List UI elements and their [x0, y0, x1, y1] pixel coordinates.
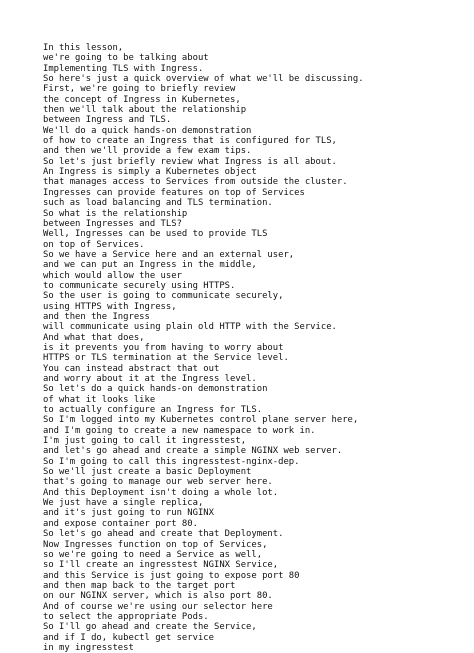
- transcript-line: So I'll go ahead and create the Service,: [43, 622, 257, 633]
- transcript-line: So what is the relationship: [43, 208, 188, 219]
- transcript-line: And this Deployment isn't doing a whole lot.: [43, 487, 279, 498]
- transcript-line: of how to create an Ingress that is configured for TLS,: [43, 136, 337, 147]
- transcript-line: So let's do a quick hands-on demonstration: [43, 384, 268, 395]
- transcript-line: So the user is going to communicate securely,: [43, 291, 284, 302]
- transcript-line: And of course we're using our selector here: [43, 601, 273, 612]
- transcript-line: So let's just briefly review what Ingress is all about.: [43, 156, 337, 167]
- transcript-line: so I'll create an ingresstest NGINX Service,: [43, 560, 279, 571]
- transcript-line: will communicate using plain old HTTP with the Service.: [43, 322, 337, 333]
- transcript-line: and expose container port 80.: [43, 518, 198, 529]
- transcript-line: So here's just a quick overview of what we'll be discussing.: [43, 74, 364, 85]
- transcript-line: and worry about it at the Ingress level.: [43, 374, 257, 384]
- transcript-line: and we can put an Ingress in the middle,: [43, 260, 257, 271]
- transcript-line: So we have a Service here and an external user,: [43, 249, 295, 260]
- transcript-line: which would allow the user: [43, 270, 182, 281]
- transcript-line: so we're going to need a Service as well,: [43, 549, 263, 560]
- transcript-line: So we'll just create a basic Deployment: [43, 467, 252, 478]
- transcript-line: and let's go ahead and create a simple NGINX web server.: [43, 446, 343, 457]
- transcript-line: between Ingress and TLS.: [43, 115, 172, 126]
- transcript-line: First, we're going to briefly review: [43, 84, 236, 95]
- transcript-line: Now Ingresses function on top of Services,: [43, 539, 268, 550]
- transcript-line: and this Service is just going to expose port 80: [43, 570, 300, 581]
- transcript-line: such as load balancing and TLS termination.: [43, 198, 273, 209]
- transcript-line: We'll do a quick hands-on demonstration: [43, 125, 252, 136]
- transcript-line: I'm just going to call it ingresstest,: [43, 436, 247, 447]
- transcript-line: and then the Ingress: [43, 311, 150, 322]
- transcript-line: So I'm logged into my Kubernetes control plane server here,: [43, 415, 359, 426]
- transcript-line: And what that does,: [43, 332, 145, 343]
- transcript-line: the concept of Ingress in Kubernetes,: [43, 94, 241, 105]
- transcript-line: We just have a single replica,: [43, 498, 204, 509]
- transcript-line: and then we'll provide a few exam tips.: [43, 146, 252, 157]
- transcript-line: and if I do, kubectl get service: [43, 632, 214, 643]
- transcript-line: that's going to manage our web server here.: [43, 477, 273, 488]
- transcript-line: using HTTPS with Ingress,: [43, 301, 177, 312]
- transcript-line: and I'm going to create a new namespace to work in.: [43, 425, 316, 436]
- transcript-line: then we'll talk about the relationship: [43, 105, 247, 116]
- transcript-line: between Ingresses and TLS?: [43, 218, 182, 229]
- transcript-line: So let's go ahead and create that Deployment.: [43, 529, 284, 540]
- transcript-line: Implementing TLS with Ingress.: [43, 63, 204, 74]
- transcript-line: In this lesson,: [43, 43, 124, 53]
- transcript-line: we're going to be talking about: [43, 53, 209, 64]
- transcript-line: to communicate securely using HTTPS.: [43, 280, 236, 291]
- transcript-line: HTTPS or TLS termination at the Service level.: [43, 353, 289, 364]
- transcript-line: Well, Ingresses can be used to provide TLS: [43, 229, 268, 240]
- transcript-line: and then map back to the target port: [43, 580, 236, 591]
- transcript-line: and it's just going to run NGINX: [43, 508, 214, 519]
- transcript-line: An Ingress is simply a Kubernetes object: [43, 167, 257, 178]
- transcript-line: is it prevents you from having to worry about: [43, 342, 284, 353]
- transcript-line: that manages access to Services from outside the cluster.: [43, 177, 348, 188]
- transcript-line: So I'm going to call this ingresstest-nginx-dep.: [43, 456, 300, 467]
- transcript-text: [43, 43, 463, 653]
- transcript-line: of what it looks like: [43, 394, 156, 405]
- transcript-line: Ingresses can provide features on top of Services: [43, 187, 305, 198]
- transcript-line: You can instead abstract that out: [43, 363, 220, 374]
- transcript-line: to actually configure an Ingress for TLS.: [43, 405, 263, 416]
- transcript-line: on top of Services.: [43, 239, 145, 250]
- transcript-line: in my ingresstest: [43, 642, 134, 653]
- transcript-line: on our NGINX server, which is also port 80.: [43, 591, 273, 602]
- transcript-line: to select the appropriate Pods.: [43, 611, 209, 622]
